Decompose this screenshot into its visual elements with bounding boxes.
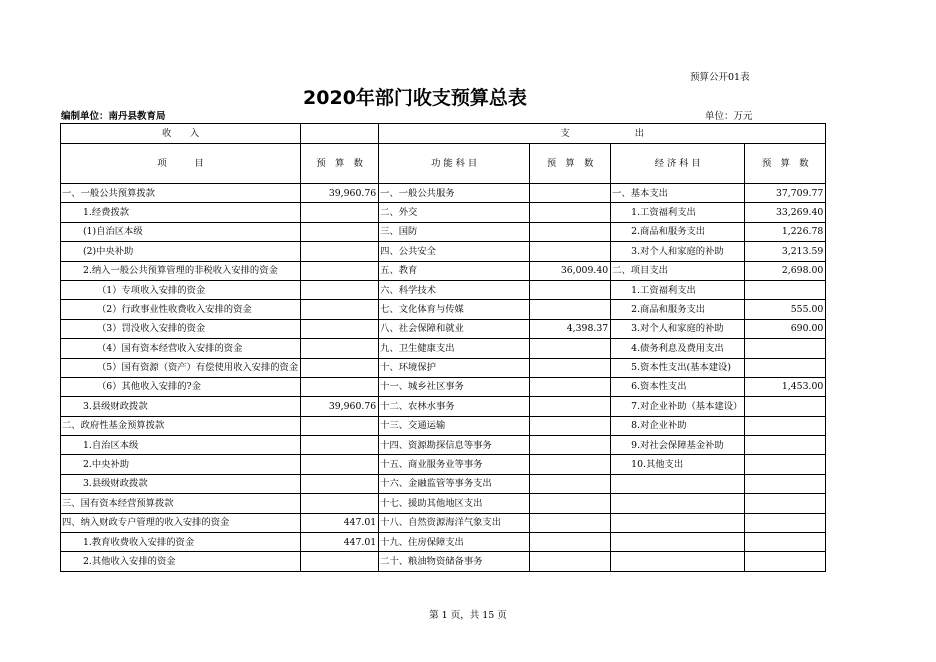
function-item-cell: 十一、城乡社区事务	[379, 377, 530, 396]
function-value-cell: 36,009.40	[530, 261, 611, 280]
function-item-cell: 十五、商业服务业等事务	[379, 455, 530, 474]
income-item-cell: （1）专项收入安排的资金	[61, 280, 301, 299]
function-value-cell	[530, 552, 611, 571]
income-group-spacer	[301, 124, 379, 144]
income-value-cell	[301, 242, 379, 261]
income-item-cell: 三、国有资本经营预算拨款	[61, 494, 301, 513]
income-value-cell	[301, 436, 379, 455]
expense-group-header: 支 出	[379, 124, 826, 144]
income-value-cell	[301, 358, 379, 377]
col-item: 项 目	[61, 144, 301, 184]
income-value-cell: 447.01	[301, 533, 379, 552]
income-item-cell: （4）国有资本经营收入安排的资金	[61, 339, 301, 358]
income-item-cell: 四、纳入财政专户管理的收入安排的资金	[61, 513, 301, 532]
table-row	[61, 416, 826, 435]
function-item-cell: 六、科学技术	[379, 280, 530, 299]
table-row	[61, 552, 826, 571]
income-value-cell	[301, 222, 379, 241]
page-footer: 第 1 页，共 15 页	[429, 610, 507, 621]
function-value-cell	[530, 339, 611, 358]
income-value-cell	[301, 300, 379, 319]
income-item-cell: 2.纳入一般公共预算管理的非税收入安排的资金	[61, 261, 301, 280]
function-value-cell	[530, 533, 611, 552]
economic-value-cell	[745, 513, 826, 532]
table-row	[61, 377, 826, 396]
income-item-cell: （2）行政事业性收费收入安排的资金	[61, 300, 301, 319]
table-row	[61, 280, 826, 299]
table-row	[61, 474, 826, 493]
col-economic: 经 济 科 目	[611, 144, 745, 184]
income-item-cell: （6）其他收入安排的?金	[61, 377, 301, 396]
economic-item-cell: 7.对企业补助（基本建设）	[611, 397, 745, 416]
function-item-cell: 七、文化体育与传媒	[379, 300, 530, 319]
table-row	[61, 222, 826, 241]
table-row	[61, 261, 826, 280]
table-group-header	[61, 124, 826, 144]
economic-value-cell: 37,709.77	[745, 184, 826, 203]
table-row	[61, 397, 826, 416]
economic-value-cell	[745, 416, 826, 435]
income-item-cell: 二、政府性基金预算拨款	[61, 416, 301, 435]
function-value-cell	[530, 513, 611, 532]
income-value-cell	[301, 377, 379, 396]
economic-value-cell	[745, 339, 826, 358]
function-item-cell: 十七、援助其他地区支出	[379, 494, 530, 513]
economic-item-cell: 9.对社会保障基金补助	[611, 436, 745, 455]
function-item-cell: 十三、交通运输	[379, 416, 530, 435]
function-value-cell: 4,398.37	[530, 319, 611, 338]
table-row	[61, 203, 826, 222]
economic-item-cell: 3.对个人和家庭的补助	[611, 319, 745, 338]
function-item-cell: 八、社会保障和就业	[379, 319, 530, 338]
income-item-cell: 2.其他收入安排的资金	[61, 552, 301, 571]
function-value-cell	[530, 474, 611, 493]
economic-item-cell: 2.商品和服务支出	[611, 300, 745, 319]
economic-value-cell: 3,213.59	[745, 242, 826, 261]
income-item-cell: (1)自治区本级	[61, 222, 301, 241]
col-function: 功 能 科 目	[379, 144, 530, 184]
function-item-cell: 十九、住房保障支出	[379, 533, 530, 552]
economic-value-cell: 555.00	[745, 300, 826, 319]
page-title: 2020年部门收支预算总表	[303, 87, 527, 109]
income-value-cell: 447.01	[301, 513, 379, 532]
function-item-cell: 十二、农林水事务	[379, 397, 530, 416]
income-value-cell	[301, 280, 379, 299]
table-row	[61, 339, 826, 358]
economic-value-cell	[745, 552, 826, 571]
currency-unit: 单位：万元	[705, 111, 753, 122]
economic-value-cell	[745, 533, 826, 552]
income-value-cell: 39,960.76	[301, 184, 379, 203]
income-value-cell	[301, 494, 379, 513]
economic-value-cell	[745, 358, 826, 377]
function-item-cell: 二十、粮油物资储备事务	[379, 552, 530, 571]
economic-value-cell: 690.00	[745, 319, 826, 338]
income-item-cell: 3.县级财政拨款	[61, 474, 301, 493]
economic-item-cell	[611, 494, 745, 513]
table-row	[61, 436, 826, 455]
economic-item-cell	[611, 474, 745, 493]
economic-value-cell: 1,226.78	[745, 222, 826, 241]
economic-item-cell: 2.商品和服务支出	[611, 222, 745, 241]
income-item-cell: （3）罚没收入安排的资金	[61, 319, 301, 338]
col-budget3: 预 算 数	[745, 144, 826, 184]
economic-value-cell	[745, 474, 826, 493]
income-item-cell: （5）国有资源（资产）有偿使用收入安排的资金	[61, 358, 301, 377]
economic-value-cell: 1,453.00	[745, 377, 826, 396]
economic-item-cell: 10.其他支出	[611, 455, 745, 474]
economic-value-cell	[745, 455, 826, 474]
function-value-cell	[530, 455, 611, 474]
income-value-cell: 39,960.76	[301, 397, 379, 416]
income-item-cell: 1.经费拨款	[61, 203, 301, 222]
economic-item-cell: 3.对个人和家庭的补助	[611, 242, 745, 261]
table-row	[61, 184, 826, 203]
economic-item-cell: 1.工资福利支出	[611, 203, 745, 222]
economic-item-cell: 二、项目支出	[611, 261, 745, 280]
function-value-cell	[530, 436, 611, 455]
function-item-cell: 十八、自然资源海洋气象支出	[379, 513, 530, 532]
income-value-cell	[301, 203, 379, 222]
function-value-cell	[530, 300, 611, 319]
function-item-cell: 五、教育	[379, 261, 530, 280]
economic-item-cell: 6.资本性支出	[611, 377, 745, 396]
table-row	[61, 494, 826, 513]
income-item-cell: 2.中央补助	[61, 455, 301, 474]
function-value-cell	[530, 397, 611, 416]
economic-value-cell	[745, 494, 826, 513]
function-value-cell	[530, 358, 611, 377]
function-value-cell	[530, 222, 611, 241]
income-item-cell: (2)中央补助	[61, 242, 301, 261]
income-item-cell: 一、一般公共预算拨款	[61, 184, 301, 203]
table-row	[61, 533, 826, 552]
economic-value-cell: 2,698.00	[745, 261, 826, 280]
table-row	[61, 319, 826, 338]
function-value-cell	[530, 416, 611, 435]
income-value-cell	[301, 455, 379, 474]
income-value-cell	[301, 261, 379, 280]
table-row	[61, 242, 826, 261]
col-budget: 预 算 数	[301, 144, 379, 184]
economic-value-cell	[745, 280, 826, 299]
income-value-cell	[301, 552, 379, 571]
economic-item-cell	[611, 513, 745, 532]
income-value-cell	[301, 474, 379, 493]
table-column-header	[61, 144, 826, 184]
economic-item-cell: 5.资本性支出(基本建设)	[611, 358, 745, 377]
income-group-header: 收 入	[61, 124, 301, 144]
income-value-cell	[301, 416, 379, 435]
table-row	[61, 513, 826, 532]
table-row	[61, 300, 826, 319]
function-item-cell: 十四、资源勘探信息等事务	[379, 436, 530, 455]
economic-item-cell	[611, 552, 745, 571]
table-row	[61, 455, 826, 474]
function-item-cell: 一、一般公共服务	[379, 184, 530, 203]
function-value-cell	[530, 280, 611, 299]
income-item-cell: 1.自治区本级	[61, 436, 301, 455]
function-item-cell: 十六、金融监管等事务支出	[379, 474, 530, 493]
function-value-cell	[530, 184, 611, 203]
compiling-unit: 编制单位：南丹县教育局	[61, 111, 166, 122]
function-item-cell: 十、环境保护	[379, 358, 530, 377]
economic-item-cell: 4.债务利息及费用支出	[611, 339, 745, 358]
function-item-cell: 二、外交	[379, 203, 530, 222]
function-item-cell: 四、公共安全	[379, 242, 530, 261]
economic-value-cell	[745, 436, 826, 455]
income-value-cell	[301, 339, 379, 358]
economic-value-cell	[745, 397, 826, 416]
economic-item-cell: 1.工资福利支出	[611, 280, 745, 299]
function-item-cell: 九、卫生健康支出	[379, 339, 530, 358]
table-row	[61, 358, 826, 377]
function-value-cell	[530, 494, 611, 513]
income-item-cell: 1.教育收费收入安排的资金	[61, 533, 301, 552]
budget-summary-table	[60, 123, 826, 572]
economic-item-cell	[611, 533, 745, 552]
income-value-cell	[301, 319, 379, 338]
function-value-cell	[530, 377, 611, 396]
function-item-cell: 三、国防	[379, 222, 530, 241]
function-value-cell	[530, 242, 611, 261]
col-budget2: 预 算 数	[530, 144, 611, 184]
economic-value-cell: 33,269.40	[745, 203, 826, 222]
income-item-cell: 3.县级财政拨款	[61, 397, 301, 416]
form-number: 预算公开01表	[690, 72, 750, 83]
economic-item-cell: 一、基本支出	[611, 184, 745, 203]
function-value-cell	[530, 203, 611, 222]
economic-item-cell: 8.对企业补助	[611, 416, 745, 435]
